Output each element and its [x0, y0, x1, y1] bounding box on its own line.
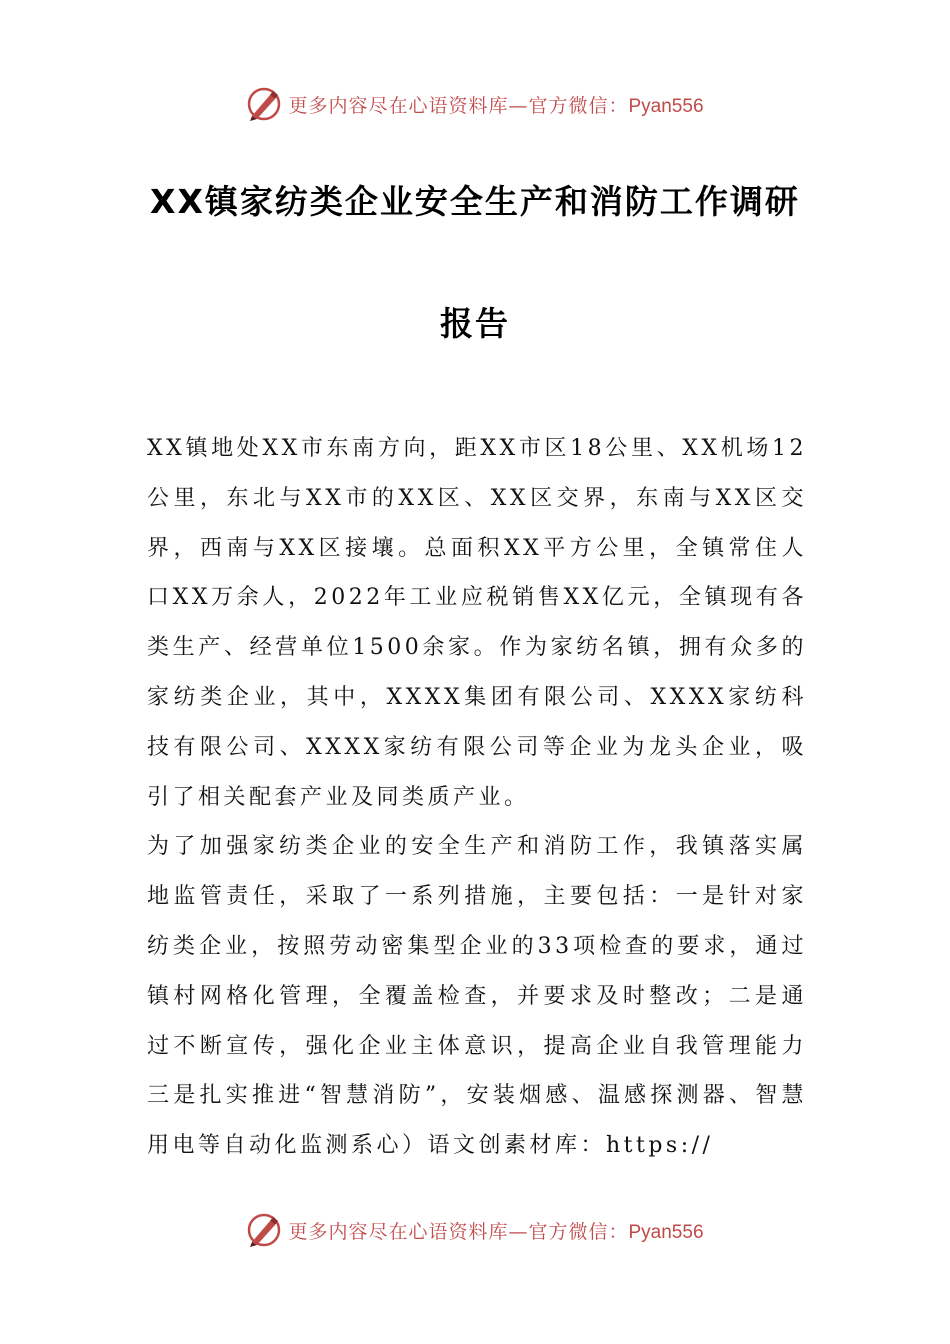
document-title-line-2: 报告 — [440, 304, 510, 343]
watermark-banner-bottom — [0, 1208, 950, 1252]
watermark-label: 更多内容尽在心语资料库—官方微信： — [288, 1220, 629, 1243]
document-title-line-1: XX镇家纺类企业安全生产和消防工作调研 — [150, 182, 800, 221]
document-body — [147, 424, 807, 1171]
pen-logo-icon — [246, 1212, 282, 1248]
watermark-id: Pyan556 — [628, 95, 704, 117]
paragraph-2: 为了加强家纺类企业的安全生产和消防工作，我镇落实属地监管责任，采取了一系列措施，主要包括：一是针对家纺类企业，按照劳动密集型企业的33项检查的要求，通过镇村网格化管理，全覆盖检查，并要求及时整改；二是通过不断宣传，强化企业主体意识，提高企业自我管理能力三是扎实推进“智慧消防”，安装烟感、温感探测器、智慧用电等自动化监测系心）语文创素材库：https:// — [147, 834, 807, 1159]
watermark-id: Pyan556 — [628, 1221, 704, 1243]
paragraph-1: XX镇地处XX市东南方向，距XX市区18公里、XX机场12公里，东北与XX市的XX区、XX区交界，东南与XX区交界，西南与XX区接壤。总面积XX平方公里，全镇常住人口XX万余人，2022年工业应税销售XX亿元，全镇现有各类生产、经营单位1500余家。作为家纺名镇，拥有众多的家纺类企业，其中，XXXX集团有限公司、XXXX家纺科技有限公司、XXXX家纺有限公司等企业为龙头企业，吸引了相关配套产业及同类质产业。 — [147, 436, 807, 810]
watermark-label: 更多内容尽在心语资料库—官方微信： — [288, 94, 629, 117]
watermark-text — [288, 91, 703, 118]
watermark-text — [288, 1217, 703, 1244]
pen-logo-icon — [246, 86, 282, 122]
watermark-banner-top — [0, 82, 950, 126]
